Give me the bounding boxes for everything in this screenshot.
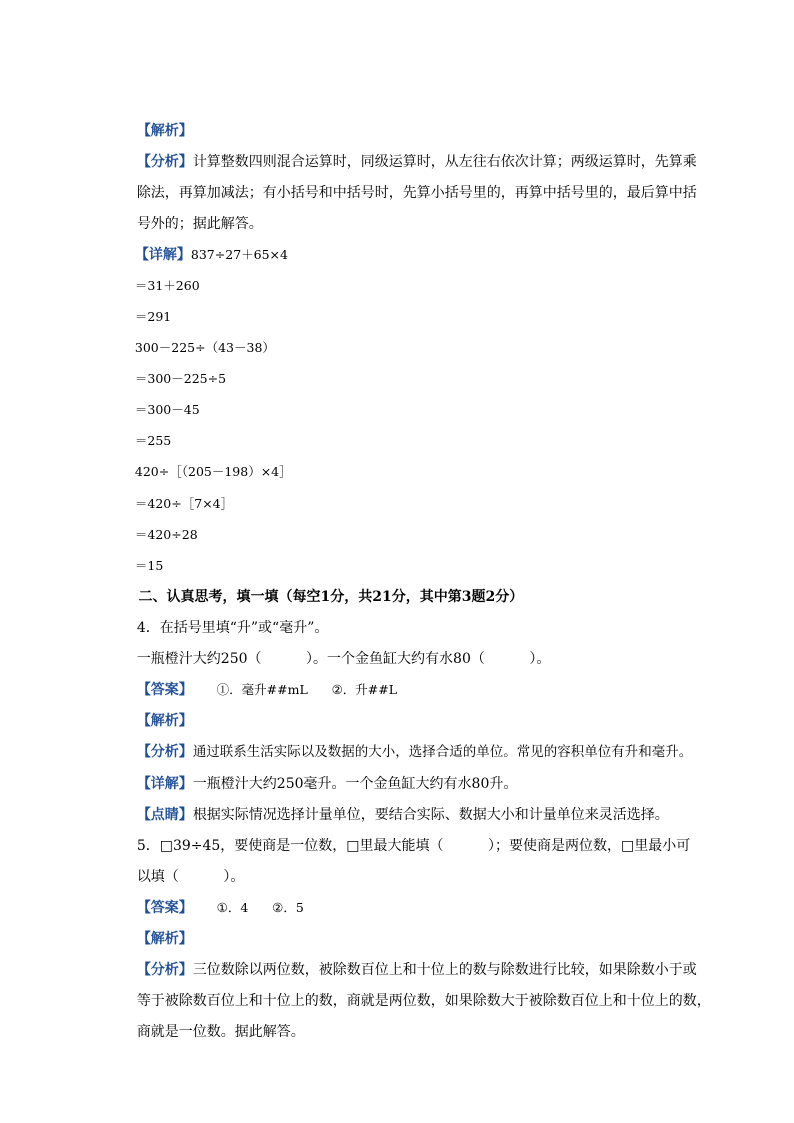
section-tag: 【分析】	[136, 154, 193, 170]
line-text: 420÷［（205－198）×4］	[134, 464, 292, 479]
line-text: 837÷27＋65×4	[190, 247, 288, 262]
line-text: 以填（ ）。	[136, 869, 245, 885]
line-text: 一瓶橙汁大约250（ ）。一个金鱼缸大约有水80（ ）。	[136, 651, 551, 667]
line-text: 通过联系生活实际以及数据的大小，选择合适的单位。常见的容积单位有升和毫升。	[192, 744, 693, 760]
line-text: 4．在括号里填“升”或“毫升”。	[136, 620, 329, 636]
line-text: 号外的；据此解答。	[136, 216, 263, 232]
line-text: ＝31＋260	[134, 278, 200, 293]
section-tag: 【解析】	[136, 713, 193, 729]
line-text: 三位数除以两位数，被除数百位上和十位上的数与除数进行比较，如果除数小于或	[192, 962, 697, 978]
line-text: 一瓶橙汁大约250毫升。一个金鱼缸大约有水80升。	[192, 776, 518, 792]
section-tag: 【详解】	[134, 247, 191, 263]
line-text: ＝420÷［7×4］	[134, 496, 234, 511]
line-text: 计算整数四则混合运算时，同级运算时，从左往右依次计算；两级运算时，先算乘	[192, 154, 697, 170]
line-text: ＝420÷28	[134, 527, 198, 542]
line-text: 商就是一位数。据此解答。	[136, 1024, 305, 1040]
line-text: 5．□39÷45，要使商是一位数，□里最大能填（ ）；要使商是两位数，□里最小可	[136, 838, 691, 854]
line-analysis-7	[119, 1005, 305, 1059]
section-tag: 【详解】	[136, 776, 193, 792]
line-text: ＝291	[134, 309, 172, 324]
line-text: 等于被除数百位上和十位上的数，商就是两位数，如果除数大于被除数百位上和十位上的数，	[136, 993, 711, 1009]
section-tag: 【分析】	[136, 744, 193, 760]
section-tag: 【分析】	[136, 962, 193, 978]
line-text: 根据实际情况选择计量单位，要结合实际、数据大小和计量单位来灵活选择。	[192, 807, 669, 823]
line-text: 二、认真思考，填一填（每空1分，共21分，其中第3题2分）	[138, 589, 524, 605]
line-text: ＝255	[134, 433, 172, 448]
line-text: 除法，再算加减法；有小括号和中括号时，先算小括号里的，再算中括号里的，最后算中括	[136, 185, 697, 201]
section-tag: 【解析】	[136, 123, 193, 139]
section-tag: 【点睛】	[136, 807, 193, 823]
section-tag: 【答案】	[136, 900, 193, 916]
line-text: 300－225÷（43－38）	[134, 340, 275, 355]
section-tag: 【答案】	[136, 682, 193, 698]
line-text: ＝15	[134, 558, 164, 573]
line-text: ①．毫升##mL ②．升##L	[192, 682, 398, 697]
line-text: ＝300－45	[134, 402, 200, 417]
line-text: ＝300－225÷5	[134, 371, 227, 386]
section-tag: 【解析】	[136, 931, 193, 947]
line-text: ①．4 ②．5	[192, 900, 304, 915]
